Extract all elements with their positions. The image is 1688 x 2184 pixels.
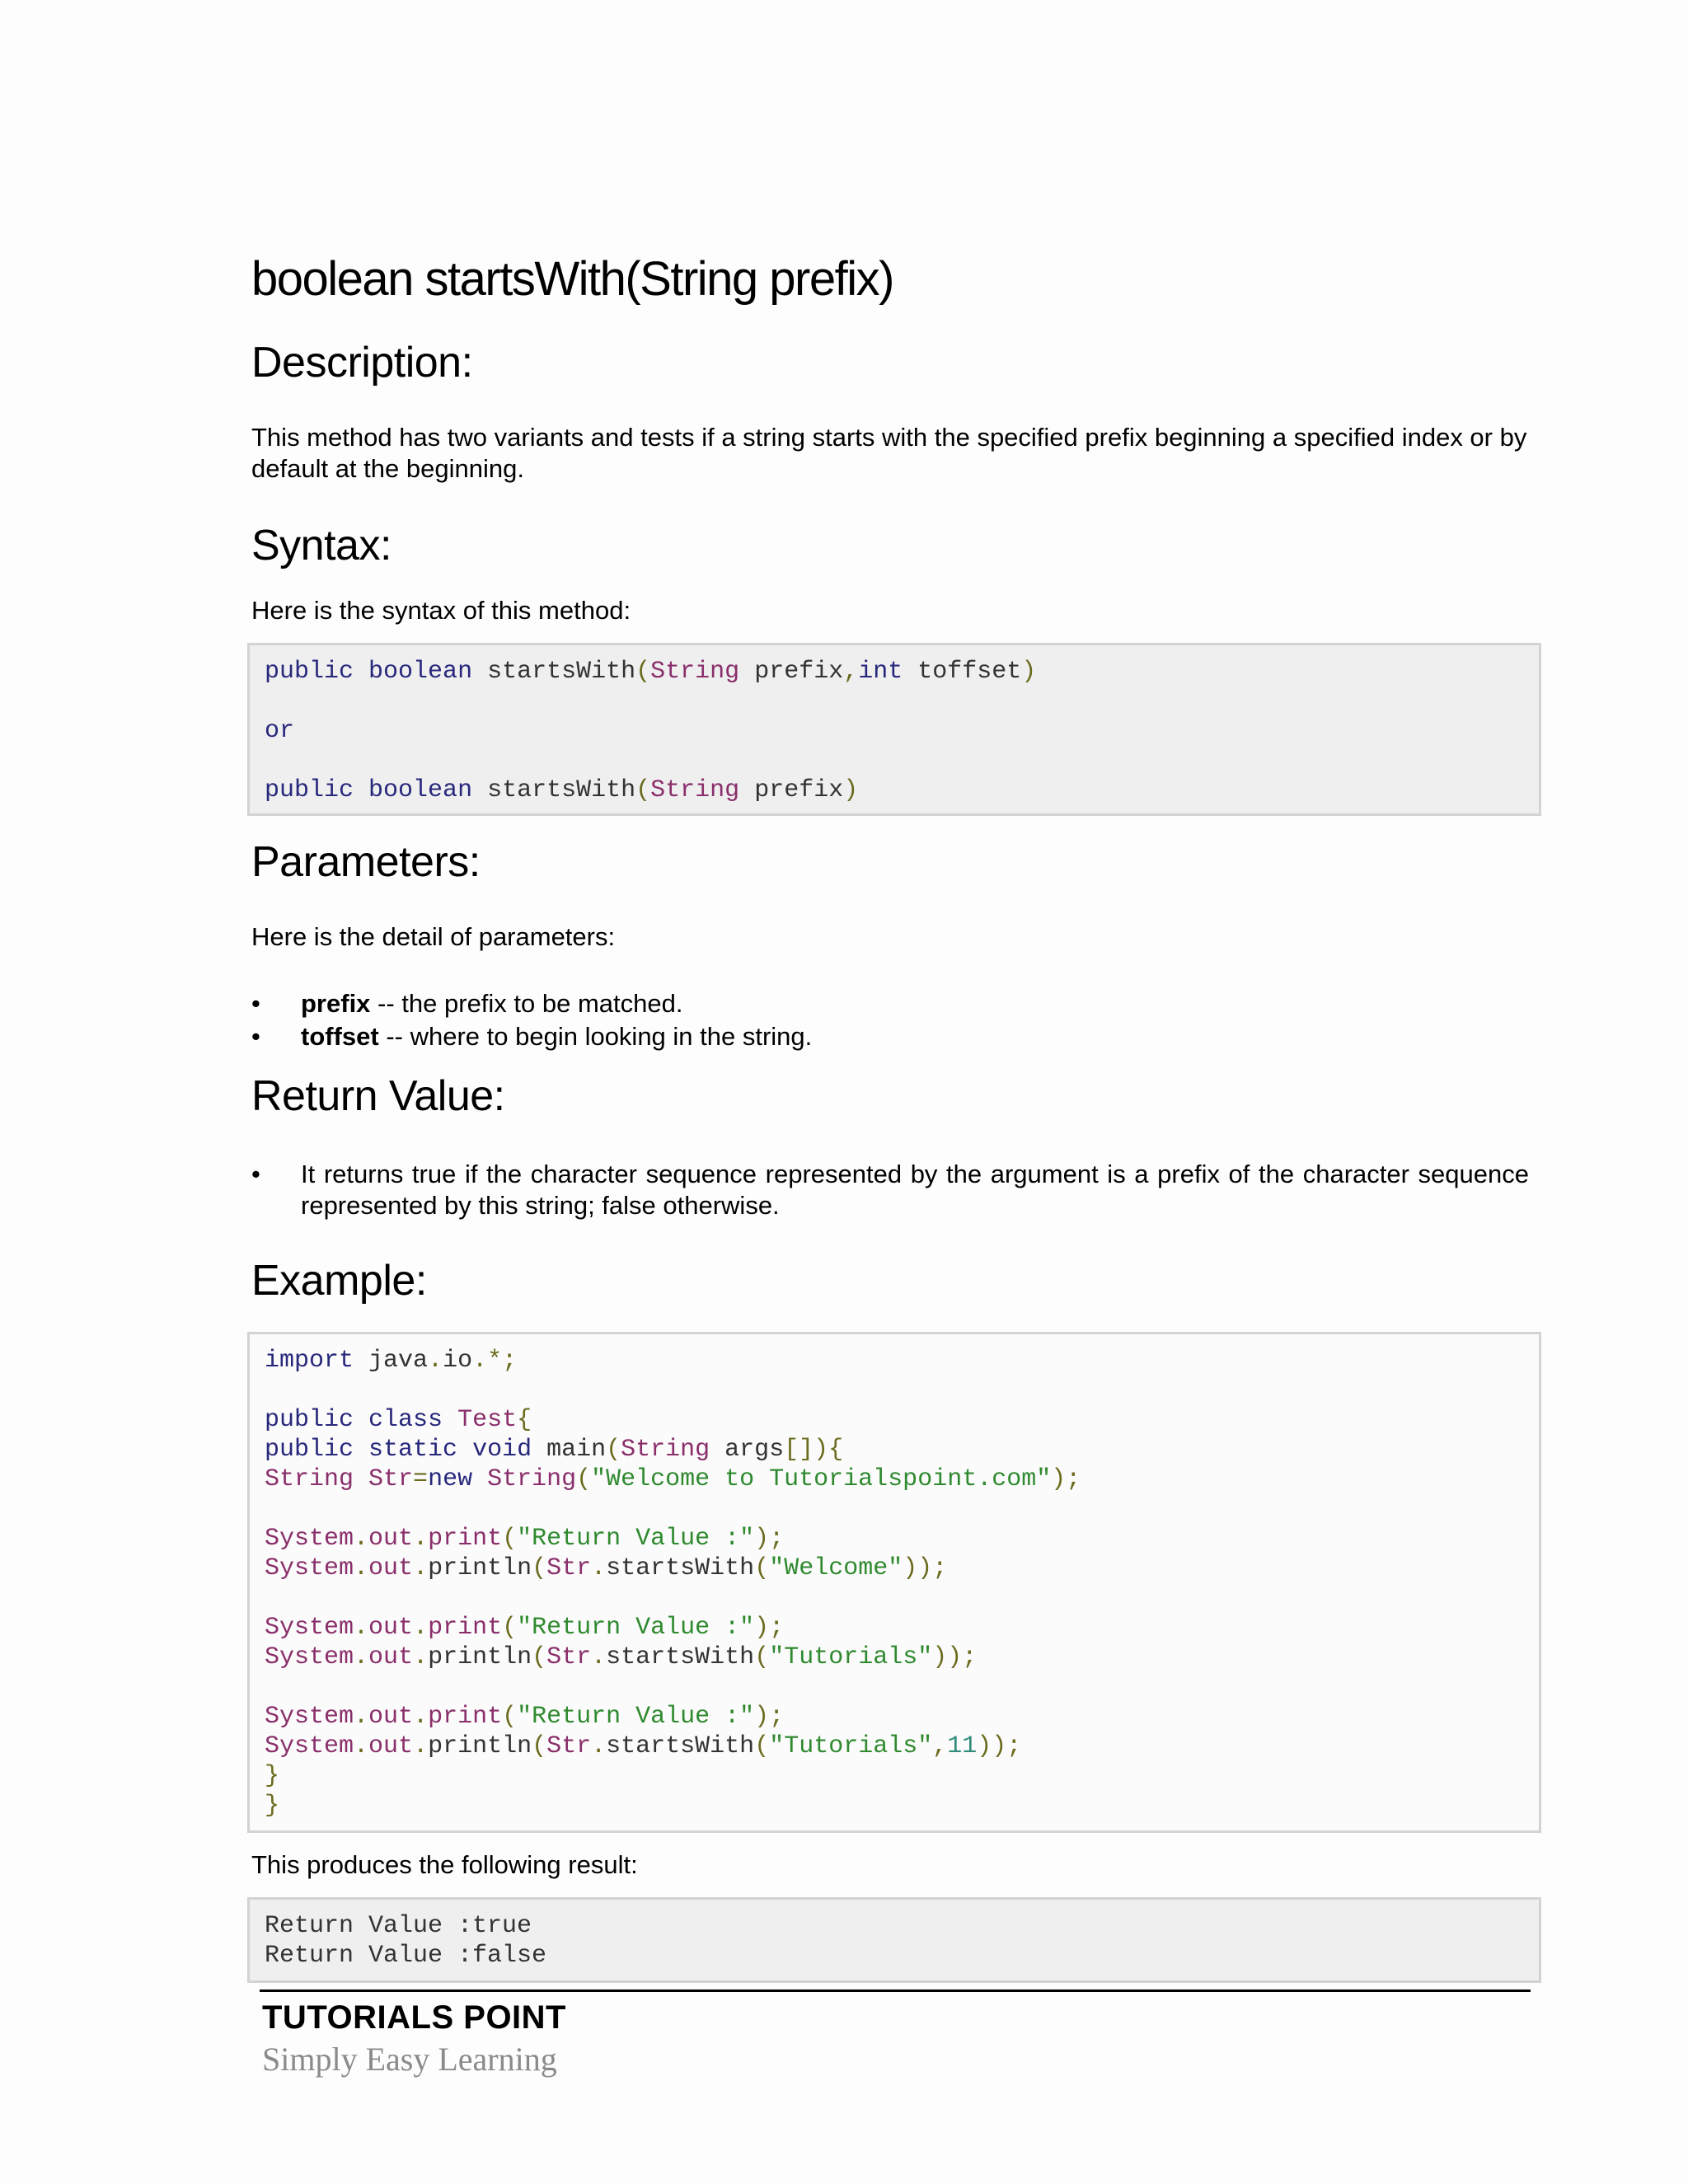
list-item: • It returns true if the character sequence represented by the argument is a prefix of the character sequence represented by this string; false otherwise.: [251, 1160, 1529, 1220]
code-line: }: [265, 1792, 280, 1820]
parameters-heading: Parameters:: [251, 838, 481, 886]
syntax-line-1: public boolean startsWith(String prefix,int toffset): [265, 658, 1037, 686]
return-value-list: [251, 1159, 1529, 1221]
code-line: System.out.println(Str.startsWith("Welcome"));: [265, 1554, 948, 1582]
syntax-or: or: [265, 717, 295, 745]
description-heading: Description:: [251, 339, 473, 387]
syntax-code-block: [247, 643, 1541, 816]
code-line: public static void main(String args[]){: [265, 1436, 844, 1464]
parameters-list: [251, 987, 1529, 1053]
list-item: • toffset -- where to begin looking in the string.: [251, 1022, 813, 1051]
footer-tagline: Simply Easy Learning: [262, 2041, 557, 2078]
code-line: public class Test{: [265, 1406, 532, 1434]
parameters-intro: Here is the detail of parameters:: [251, 922, 616, 951]
code-line: System.out.println(Str.startsWith("Tutorials"));: [265, 1643, 978, 1671]
code-line: System.out.print("Return Value :");: [265, 1703, 785, 1731]
code-line: System.out.println(Str.startsWith("Tutorials",11));: [265, 1732, 1022, 1760]
return-value-heading: Return Value:: [251, 1072, 505, 1120]
code-line: String Str=new String("Welcome to Tutorialspoint.com");: [265, 1465, 1081, 1493]
example-heading: Example:: [251, 1257, 427, 1305]
code-line: }: [265, 1762, 280, 1790]
syntax-heading: Syntax:: [251, 522, 392, 569]
syntax-intro: Here is the syntax of this method:: [251, 596, 631, 625]
syntax-line-2: public boolean startsWith(String prefix): [265, 776, 859, 804]
result-intro: This produces the following result:: [251, 1850, 638, 1879]
code-line: System.out.print("Return Value :");: [265, 1525, 785, 1553]
footer-brand: TUTORIALS POINT: [262, 1999, 566, 2036]
output-line: Return Value :false: [265, 1942, 547, 1970]
description-text: This method has two variants and tests if a string starts with the specified prefix beginning a specified index or by default at the beginning.: [251, 423, 1527, 483]
footer-divider: [260, 1990, 1531, 1992]
page-title: boolean startsWith(String prefix): [251, 252, 893, 306]
code-line: import java.io.*;: [265, 1347, 518, 1375]
output-line: Return Value :true: [265, 1912, 532, 1940]
code-line: System.out.print("Return Value :");: [265, 1614, 785, 1642]
result-output-block: [247, 1897, 1541, 1983]
list-item: • prefix -- the prefix to be matched.: [251, 989, 683, 1018]
example-code-block: [247, 1332, 1541, 1833]
